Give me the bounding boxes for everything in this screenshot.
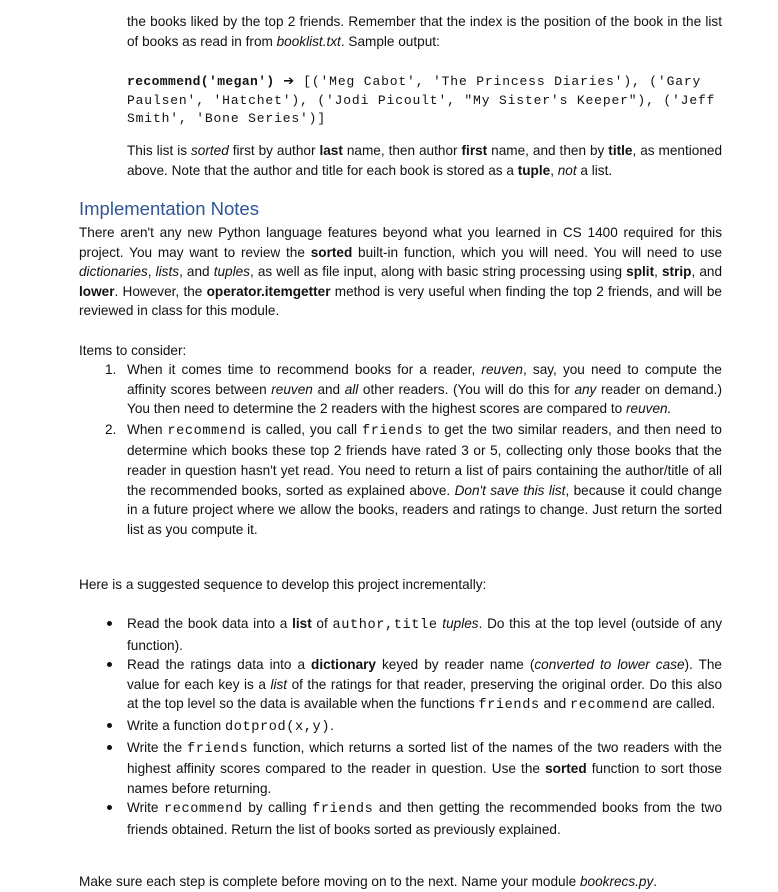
list-item: Write the friends function, which returns a sorted list of the names of the two readers with the highest affinity scores compared to the reader in question. Use the sorted function to sort those names before returning. bbox=[79, 738, 722, 799]
sample-result: [('Meg Cabot', 'The Princess Diaries'), ('Gary Paulsen', 'Hatchet'), ('Jodi Picoult', "My Sister's Keeper"), ('Jeff Smith', 'Bone Series')] bbox=[127, 74, 716, 126]
sequence-label: Here is a suggested sequence to develop this project incrementally: bbox=[79, 577, 487, 592]
item-number: 1. bbox=[105, 362, 117, 377]
bullet-icon bbox=[107, 723, 112, 728]
bullet-icon bbox=[107, 662, 112, 667]
module-filename: bookrecs.py bbox=[579, 874, 654, 889]
bullet-icon bbox=[107, 621, 112, 626]
item-number: 2. bbox=[105, 421, 117, 437]
implementation-paragraph: There aren't any new Python language features beyond what you learned in CS 1400 required for this project. You may want to review the sorted built-in function, which you will need. You will need to use dictionaries, lists, and tuples, as well as file input, along with basic string processing using split, strip, and lower. However, the operator.itemgetter method is very useful when finding the top 2 friends, and will be reviewed in class for this module. bbox=[79, 225, 723, 319]
list-item: 1. When it comes time to recommend books for a reader, reuven, say, you need to compute the affinity scores between reuven and all other readers. (You will do this for any reader on demand.) You then need to determine the 2 readers with the highest scores are compared to reuven. bbox=[105, 362, 722, 417]
items-list bbox=[79, 360, 722, 539]
closing-line: Make sure each step is complete before moving on to the next. Name your module bookrecs.py. bbox=[79, 874, 658, 889]
bullet-icon bbox=[107, 745, 112, 750]
list-item: Write a function dotprod(x,y). bbox=[79, 716, 722, 738]
sorting-note: This list is sorted first by author last name, then author first name, and then by title, as mentioned above. Note that the author and title for each book is stored as a tuple, not a list. bbox=[127, 143, 723, 178]
intro-paragraph: the books liked by the top 2 friends. Remember that the index is the position of the book in the list of books as read in from booklist.txt. Sample output: bbox=[127, 14, 722, 49]
arrow-icon: ➔ bbox=[283, 74, 295, 89]
sequence-list bbox=[79, 614, 722, 840]
bullet-icon bbox=[107, 805, 112, 810]
list-item: Read the ratings data into a dictionary keyed by reader name (converted to lower case). The value for each key is a list of the ratings for that reader, preserving the original order. Do this also at the top level so the data is available when the functions friends and recommend are called. bbox=[79, 655, 722, 716]
list-item: Write recommend by calling friends and then getting the recommended books from the two friends obtained. Return the list of books sorted as previously explained. bbox=[79, 798, 722, 839]
sample-output-code bbox=[127, 73, 727, 129]
implementation-notes-heading: Implementation Notes bbox=[79, 198, 259, 219]
items-label: Items to consider: bbox=[79, 343, 187, 358]
list-item: 2. When recommend is called, you call friends to get the two similar readers, and then need to determine which books these top 2 friends have rated 3 or 5, collecting only those books that the reader in question hasn't yet read. You need to return a list of pairs containing the author/title of all the recommended books, sorted as explained above. Don't save this list, because it could change in a future project where we allow the books, readers and ratings to change. Just return the sorted list as you compute it. bbox=[105, 421, 723, 537]
booklist-filename: booklist.txt bbox=[276, 33, 341, 49]
list-item: Read the book data into a list of author,title tuples. Do this at the top level (outside of any function). bbox=[79, 614, 722, 655]
sample-call: recommend('megan') bbox=[127, 74, 275, 89]
